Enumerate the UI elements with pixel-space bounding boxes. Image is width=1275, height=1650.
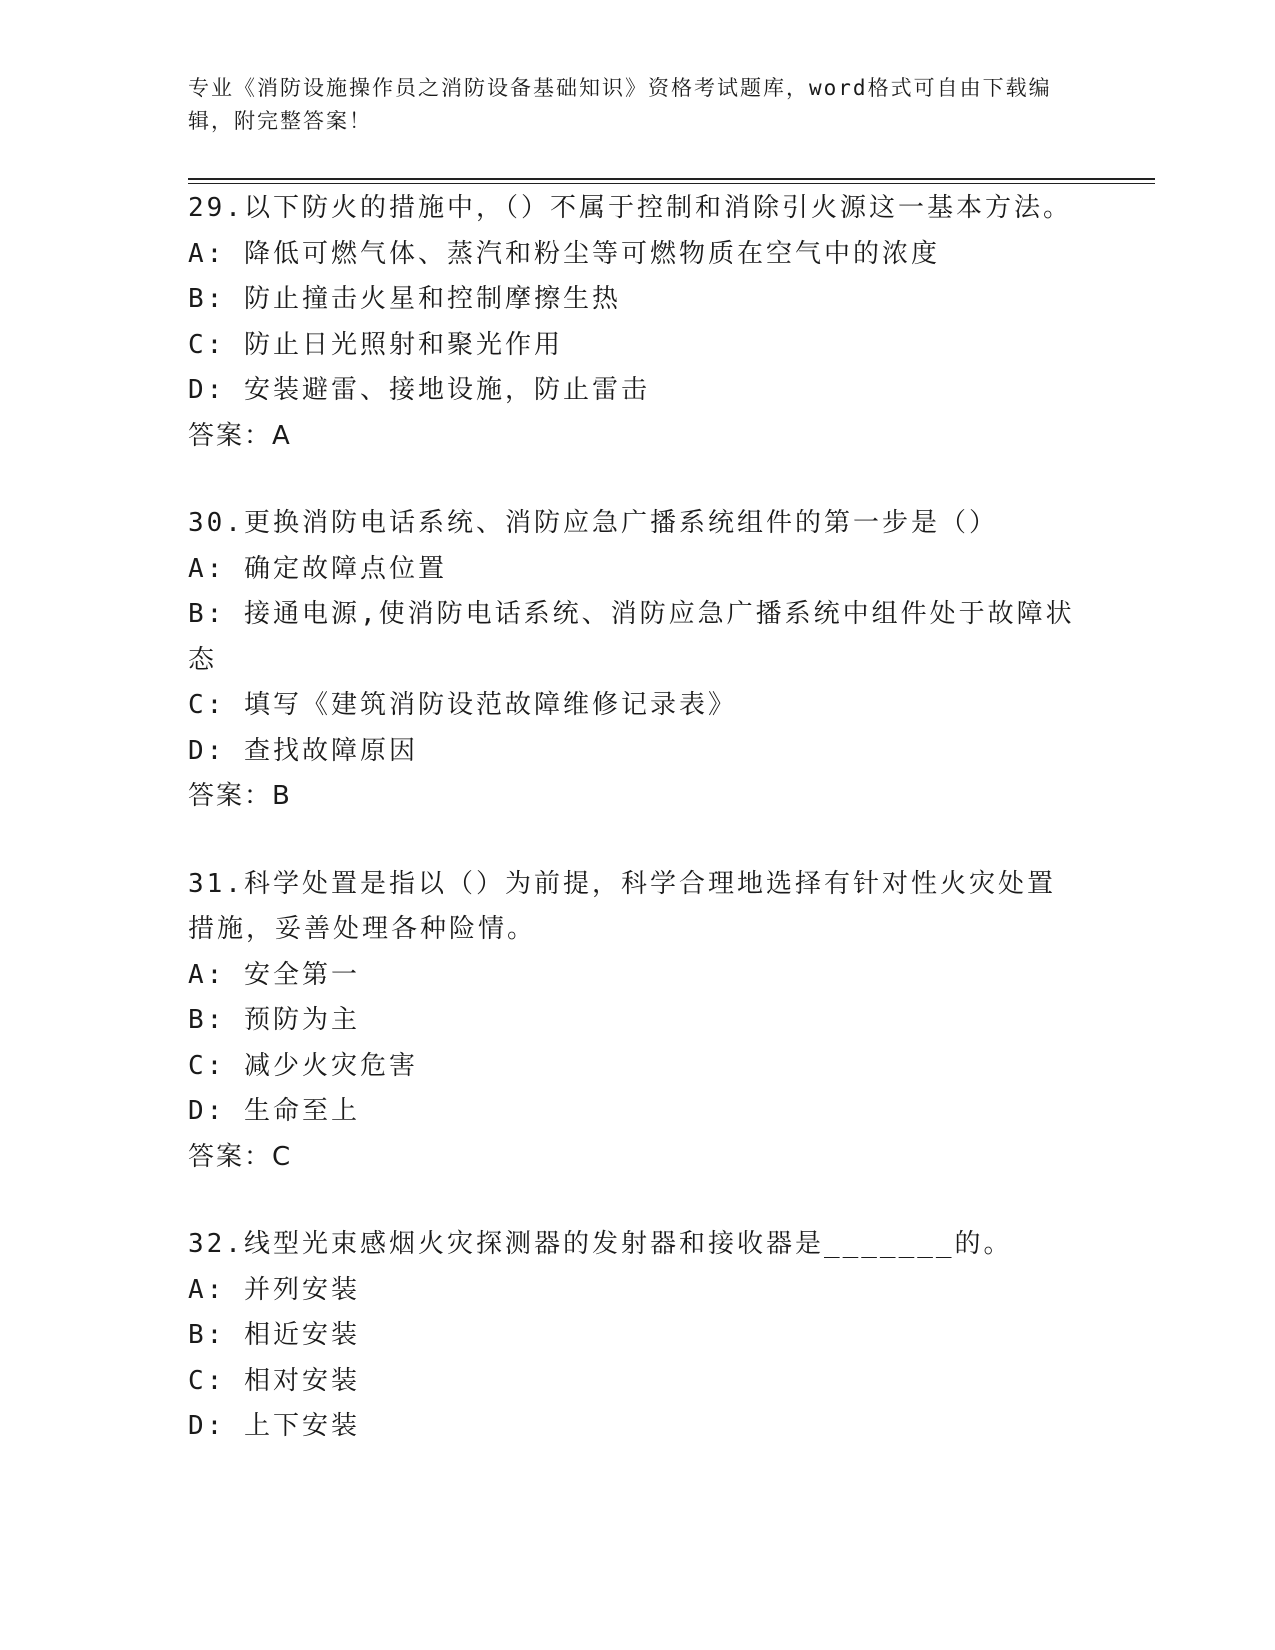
question-29 bbox=[188, 186, 1088, 459]
question-32 bbox=[188, 1222, 1088, 1450]
option-c: C: 相对安装 bbox=[188, 1365, 360, 1396]
header-divider-thick bbox=[188, 178, 1155, 180]
header-divider-thin bbox=[188, 183, 1155, 184]
option-c: C: 防止日光照射和聚光作用 bbox=[188, 329, 563, 360]
option-a: A: 并列安装 bbox=[188, 1274, 360, 1305]
document-header: 专业《消防设施操作员之消防设备基础知识》资格考试题库，word格式可自由下载编辑，附完整答案！ bbox=[188, 76, 1052, 133]
question-stem: 31.科学处置是指以（）为前提，科学合理地选择有针对性火灾处置措施，妥善处理各种险情。 bbox=[188, 868, 1056, 944]
question-stem: 30.更换消防电话系统、消防应急广播系统组件的第一步是（） bbox=[188, 508, 998, 538]
answer-label: 答案：A bbox=[188, 420, 292, 451]
option-a: A: 安全第一 bbox=[188, 959, 360, 990]
option-b: B: 相近安装 bbox=[188, 1320, 360, 1350]
option-b: B: 接通电源,使消防电话系统、消防应急广播系统中组件处于故障状态 bbox=[188, 599, 1075, 675]
option-d: D: 查找故障原因 bbox=[188, 735, 418, 766]
option-b: B: 防止撞击火星和控制摩擦生热 bbox=[188, 284, 621, 314]
option-a: A: 确定故障点位置 bbox=[188, 553, 447, 584]
option-d: D: 生命至上 bbox=[188, 1096, 360, 1126]
answer-label: 答案：B bbox=[188, 781, 292, 811]
question-stem: 29.以下防火的措施中，（）不属于控制和消除引火源这一基本方法。 bbox=[188, 193, 1072, 223]
option-d: D: 上下安装 bbox=[188, 1411, 360, 1441]
option-a: A: 降低可燃气体、蒸汽和粉尘等可燃物质在空气中的浓度 bbox=[188, 238, 940, 269]
answer-label: 答案：C bbox=[188, 1141, 293, 1172]
question-stem: 32.线型光束感烟火灾探测器的发射器和接收器是_______的。 bbox=[188, 1229, 1013, 1259]
question-31 bbox=[188, 862, 1088, 1181]
question-30 bbox=[188, 501, 1088, 820]
option-c: C: 减少火灾危害 bbox=[188, 1050, 418, 1081]
option-b: B: 预防为主 bbox=[188, 1005, 360, 1035]
option-c: C: 填写《建筑消防设范故障维修记录表》 bbox=[188, 690, 737, 720]
option-d: D: 安装避雷、接地设施，防止雷击 bbox=[188, 375, 650, 405]
question-list bbox=[188, 186, 1088, 1492]
